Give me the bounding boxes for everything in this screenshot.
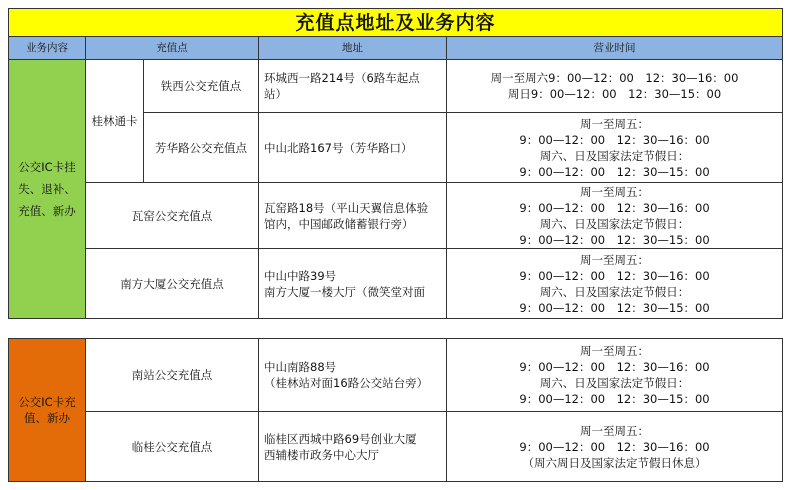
table-row [9,183,783,249]
header-hours: 营业时间 [447,37,783,60]
header-point: 充值点 [86,37,259,60]
point-name: 铁西公交充值点 [144,60,259,113]
table-row [9,60,783,113]
header-business: 业务内容 [9,37,86,60]
table-row [9,412,783,482]
table-row [9,339,783,412]
point-name: 南站公交充值点 [86,339,259,412]
hours-cell: 周一至周五： 9：00—12：00 12：30—16：00 （周六周日及国家法定节假日休息） [447,412,783,482]
page-title: 充值点地址及业务内容 [9,9,783,37]
address-cell: 中山南路88号 （桂林站对面16路公交站台旁） [259,339,447,412]
address-cell: 瓦窑路18号（平山天翼信息体验 馆内，中国邮政储蓄银行旁） [259,183,447,249]
group1-sublabel: 桂林通卡 [86,60,144,183]
address-cell: 中山北路167号（芳华路口） [259,113,447,183]
hours-cell: 周一至周五： 9：00—12：00 12：30—16：00 周六、日及国家法定节假日： 9：00—12：00 12：30—15：00 [447,113,783,183]
address-cell: 环城西一路214号（6路车起点 站） [259,60,447,113]
recharge-points-table-2 [8,338,783,482]
hours-cell: 周一至周五： 9：00—12：00 12：30—16：00 周六、日及国家法定节假日： 9：00—12：00 12：30—15：00 [447,249,783,319]
group2-label: 公交IC卡充 值、新办 [9,339,86,482]
address-cell: 中山中路39号 南方大厦一楼大厅（微笑堂对面 [259,249,447,319]
table-row [9,249,783,319]
hours-cell: 周一至周五： 9：00—12：00 12：30—16：00 周六、日及国家法定节假日： 9：00—12：00 12：30—15：00 [447,183,783,249]
address-cell: 临桂区西城中路69号创业大厦 西辅楼市政务中心大厅 [259,412,447,482]
point-name: 临桂公交充值点 [86,412,259,482]
hours-cell: 周一至周六9：00—12：00 12：30—16：00 周日9：00—12：00 12：30—15：00 [447,60,783,113]
group1-label: 公交IC卡挂 失、退补、 充值、新办 [9,60,86,319]
point-name: 瓦窑公交充值点 [86,183,259,249]
header-row [9,37,783,60]
recharge-points-table [8,8,783,319]
point-name: 南方大厦公交充值点 [86,249,259,319]
hours-cell: 周一至周五： 9：00—12：00 12：30—16：00 周六、日及国家法定节假日： 9：00—12：00 12：30—15：00 [447,339,783,412]
point-name: 芳华路公交充值点 [144,113,259,183]
header-address: 地址 [259,37,447,60]
